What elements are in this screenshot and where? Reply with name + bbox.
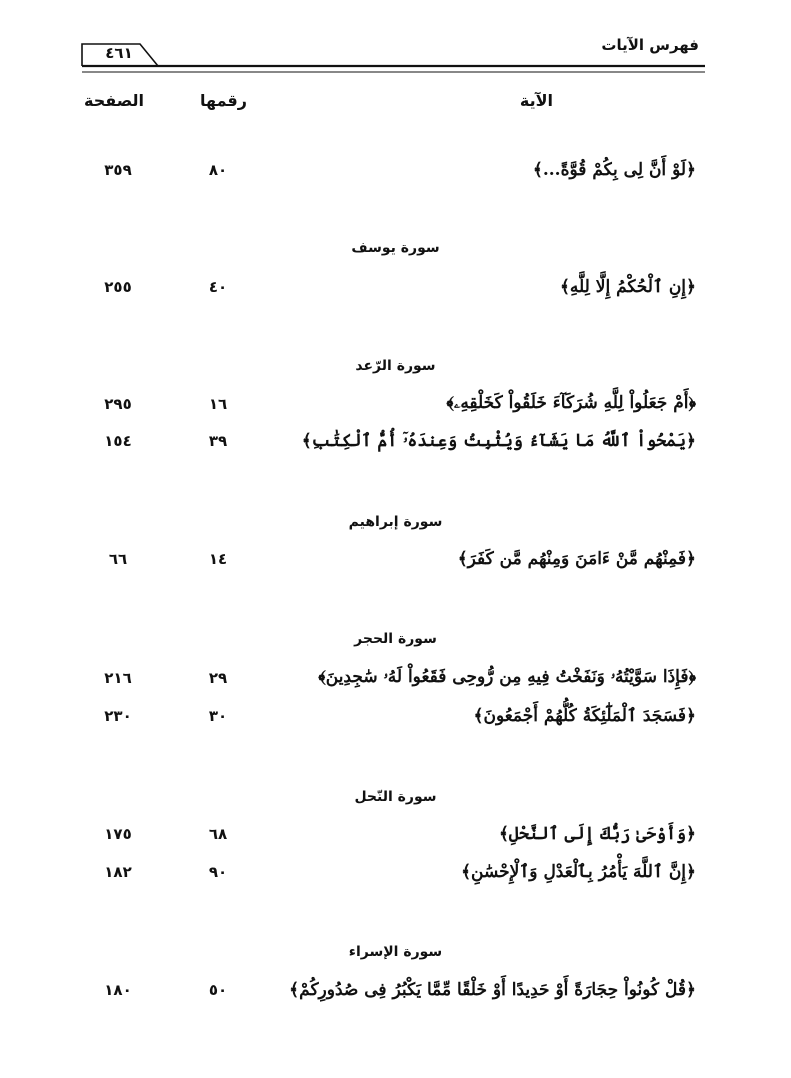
column-header-page: الصفحة xyxy=(84,91,145,110)
verse-number: ٣٩ xyxy=(208,432,228,450)
table-row xyxy=(0,667,791,697)
verse-text: ﴿قُلْ كُونُواْ حِجَارَةً أَوْ حَدِيدًا أَوْ خَلْقًا مِّمَّا يَكْبُرُ فِى صُدُورِكُمْ﴾ xyxy=(289,980,696,1000)
surah-heading: سورة الرّعد xyxy=(355,358,436,374)
table-row xyxy=(0,159,791,189)
page-ref: ١٨٢ xyxy=(104,863,132,881)
column-header-verse: الآية xyxy=(519,91,553,110)
verse-text: ﴿إِنِ ٱلْحُكْمُ إِلَّا لِلَّهِ﴾ xyxy=(559,277,696,297)
page-ref: ٢٥٥ xyxy=(104,278,132,296)
page-ref: ١٨٠ xyxy=(104,981,132,999)
page-ref: ٣٥٩ xyxy=(104,161,132,179)
verse-number: ١٦ xyxy=(208,395,228,413)
verse-text: ﴿فَمِنْهُم مَّنْ ءَامَنَ وَمِنْهُم مَّن كَفَرَ﴾ xyxy=(457,549,696,569)
verse-text: ﴿إِنَّ ٱللَّهَ يَأْمُرُ بِٱلْعَدْلِ وَٱلْإِحْسَٰنِ﴾ xyxy=(461,862,696,882)
verse-text: ﴿يَمْحُواْ ٱللَّهُ مَا يَشَآءُ وَيُثْبِتُ وَعِندَهُۥٓ أُمُّ ٱلْكِتَٰبِ﴾ xyxy=(301,431,696,451)
verse-number: ٥٠ xyxy=(208,981,228,999)
table-row xyxy=(0,276,791,306)
page-title: فهرس الآيات xyxy=(601,36,699,54)
verse-number: ٨٠ xyxy=(208,161,228,179)
page-ref: ٢٩٥ xyxy=(104,395,132,413)
table-row xyxy=(0,823,791,853)
verse-text: ﴿لَوْ أَنَّ لِى بِكُمْ قُوَّةً...﴾ xyxy=(532,160,696,180)
surah-heading: سورة يوسف xyxy=(351,240,440,256)
verse-number: ٣٠ xyxy=(208,707,228,725)
verse-text: ﴿فَإِذَا سَوَّيْتُهُۥ وَنَفَخْتُ فِيهِ مِن رُّوحِى فَقَعُواْ لَهُۥ سَٰجِدِينَ﴾ xyxy=(318,667,696,687)
page-ref: ١٥٤ xyxy=(104,432,132,450)
page-ref: ٢٣٠ xyxy=(104,707,132,725)
verse-number: ٤٠ xyxy=(208,278,228,296)
table-row xyxy=(0,861,791,891)
verse-text: ﴿أَمْ جَعَلُواْ لِلَّهِ شُرَكَآءَ خَلَقُواْ كَخَلْقِهِۦ﴾ xyxy=(446,393,696,413)
page-ref: ٢١٦ xyxy=(104,669,132,687)
column-header-number: رقمها xyxy=(200,91,247,110)
table-row xyxy=(0,430,791,460)
verse-number: ١٤ xyxy=(208,550,228,568)
verse-text: ﴿فَسَجَدَ ٱلْمَلَٰٓئِكَةُ كُلُّهُمْ أَجْمَعُونَ﴾ xyxy=(473,706,696,726)
verse-number: ٢٩ xyxy=(208,669,228,687)
page-number: ٤٦١ xyxy=(105,44,133,62)
page-ref: ١٧٥ xyxy=(104,825,132,843)
surah-heading: سورة إبراهيم xyxy=(348,514,443,530)
surah-heading: سورة الإسراء xyxy=(348,944,443,960)
verse-text: ﴿وَأَوْحَىٰ رَبُّكَ إِلَى ٱلنَّحْلِ﴾ xyxy=(498,824,696,844)
surah-heading: سورة الحجر xyxy=(354,631,437,647)
surah-heading: سورة النّحل xyxy=(354,789,437,805)
page-ref: ٦٦ xyxy=(108,550,128,568)
table-row xyxy=(0,548,791,578)
table-row xyxy=(0,705,791,735)
verse-number: ٦٨ xyxy=(208,825,228,843)
verse-number: ٩٠ xyxy=(208,863,228,881)
table-row xyxy=(0,979,791,1009)
table-row xyxy=(0,393,791,423)
